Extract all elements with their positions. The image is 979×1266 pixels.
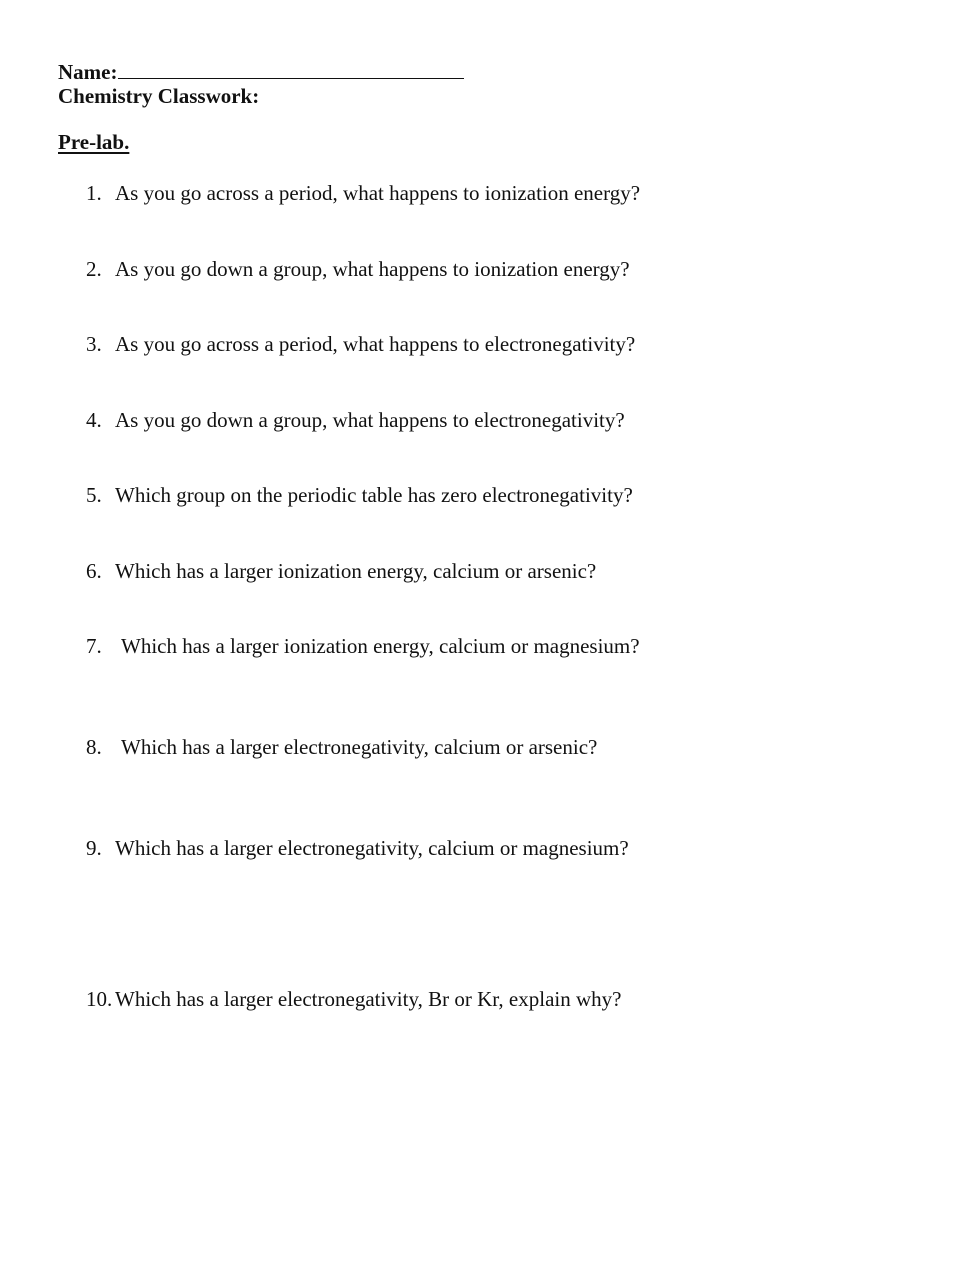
question-number: 8. xyxy=(86,735,102,759)
section-heading-prelab: Pre-lab. xyxy=(58,130,130,154)
question-text: Which has a larger electronegativity, calcium or magnesium? xyxy=(115,836,629,860)
question-text: Which has a larger ionization energy, calcium or magnesium? xyxy=(121,634,640,658)
question-number: 1. xyxy=(86,181,102,205)
question-text: Which has a larger ionization energy, calcium or arsenic? xyxy=(115,559,597,583)
question-text: Which group on the periodic table has zero electronegativity? xyxy=(115,483,633,507)
question-number: 2. xyxy=(86,257,102,281)
name-field-row xyxy=(58,58,464,85)
question-number: 4. xyxy=(86,408,102,432)
question-number: 6. xyxy=(86,559,102,583)
question-text: As you go across a period, what happens to ionization energy? xyxy=(115,181,641,205)
question-text: As you go down a group, what happens to ionization energy? xyxy=(115,257,630,281)
question-number: 10. xyxy=(86,987,113,1011)
question-number: 7. xyxy=(86,634,102,658)
question-text: As you go down a group, what happens to electronegativity? xyxy=(115,408,625,432)
name-blank-line[interactable] xyxy=(118,58,464,79)
question-number: 5. xyxy=(86,483,102,507)
page-title: Chemistry Classwork: xyxy=(58,84,260,108)
question-number: 3. xyxy=(86,332,102,356)
question-text: As you go across a period, what happens to electronegativity? xyxy=(115,332,636,356)
question-text: Which has a larger electronegativity, Br or Kr, explain why? xyxy=(115,987,622,1011)
question-number: 9. xyxy=(86,836,102,860)
name-label: Name: xyxy=(58,60,118,84)
question-text: Which has a larger electronegativity, calcium or arsenic? xyxy=(121,735,598,759)
